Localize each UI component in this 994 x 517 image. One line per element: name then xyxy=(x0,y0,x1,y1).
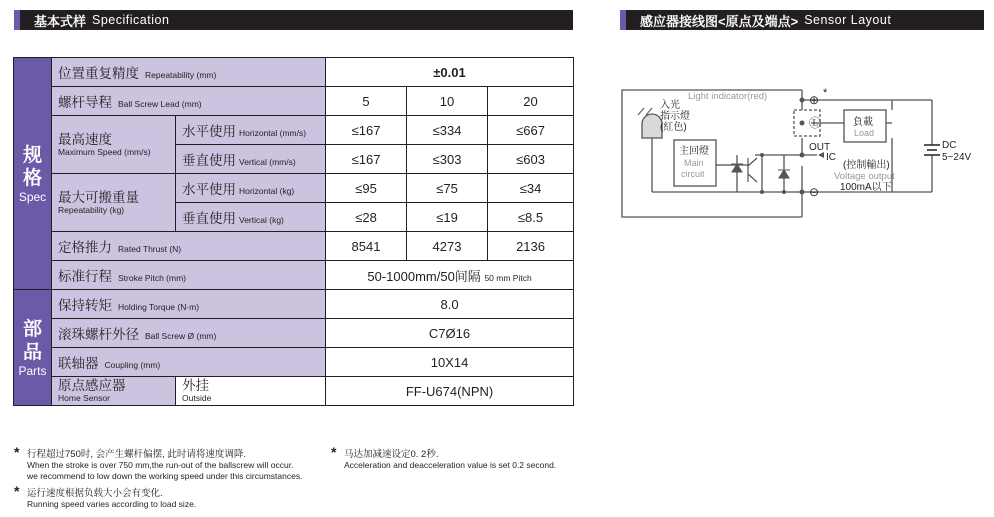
note-star-icon: * xyxy=(331,444,337,460)
label-coupling: 联轴器 Coupling (mm) xyxy=(52,348,326,377)
value-load-v-2: ≤19 xyxy=(407,203,488,232)
label-load-vertical: 垂直使用 Vertical (kg) xyxy=(176,203,326,232)
value-thrust-1: 8541 xyxy=(326,232,407,261)
light-indicator-label: Light indicator(red) xyxy=(688,91,768,102)
row-home-sensor xyxy=(14,377,574,406)
row-screw xyxy=(14,319,574,348)
note-acceleration: * 马达加减速设定0. 2秒. Acceleration and deacceleration value is set 0.2 second. xyxy=(331,444,557,470)
row-repeatability xyxy=(14,58,574,87)
note-running-speed: * 运行速度根据负载大小会有变化. Running speed varies according to load size. xyxy=(14,483,197,509)
value-torque: 8.0 xyxy=(326,290,574,319)
led-icon xyxy=(642,114,662,138)
label-home-sensor: 原点感应器 Home Sensor xyxy=(52,377,176,406)
row-speed-horizontal xyxy=(14,116,574,145)
value-speed-v-2: ≤303 xyxy=(407,145,488,174)
value-repeatability: ±0.01 xyxy=(326,58,574,87)
value-stroke: 50-1000mm/50间隔 50 mm Pitch xyxy=(326,261,574,290)
note-star-icon: * xyxy=(14,483,20,499)
value-thrust-2: 4273 xyxy=(407,232,488,261)
row-load-horizontal xyxy=(14,174,574,203)
label-stroke: 标准行程 Stroke Pitch (mm) xyxy=(52,261,326,290)
row-thrust xyxy=(14,232,574,261)
category-spec: 规 格 Spec xyxy=(14,58,52,290)
row-torque xyxy=(14,290,574,319)
main-circuit-en-1: Main xyxy=(684,158,704,168)
value-speed-v-3: ≤603 xyxy=(488,145,574,174)
value-load-h-3: ≤34 xyxy=(488,174,574,203)
layout-header-zh: 感应器接线图<原点及端点> xyxy=(640,13,799,29)
layout-header-en: Sensor Layout xyxy=(804,13,892,27)
value-thrust-3: 2136 xyxy=(488,232,574,261)
star-mark: * xyxy=(823,87,828,99)
label-lead: 螺杆导程 Ball Screw Lead (mm) xyxy=(52,87,326,116)
dc-label: DC xyxy=(942,140,957,151)
minus-terminal: ⊖ xyxy=(809,185,820,199)
value-speed-h-1: ≤167 xyxy=(326,116,407,145)
spec-header-en: Specification xyxy=(92,13,170,27)
value-load-h-2: ≤75 xyxy=(407,174,488,203)
main-circuit-en-2: circuit xyxy=(681,169,705,179)
ic-zh: (控制輸出) xyxy=(843,160,890,171)
value-lead-1: 5 xyxy=(326,87,407,116)
row-coupling xyxy=(14,348,574,377)
header-accent xyxy=(620,10,626,30)
value-lead-2: 10 xyxy=(407,87,488,116)
value-home-sensor: FF-U674(NPN) xyxy=(326,377,574,406)
light-zh-3: (紅色) xyxy=(660,122,687,133)
ic-label: IC xyxy=(826,152,836,163)
sensor-wiring-diagram xyxy=(612,80,982,230)
value-speed-h-3: ≤667 xyxy=(488,116,574,145)
value-speed-h-2: ≤334 xyxy=(407,116,488,145)
label-max-load: 最大可搬重量 Repeatability (kg) xyxy=(52,174,176,232)
value-coupling: 10X14 xyxy=(326,348,574,377)
label-speed-vertical: 垂直使用 Vertical (mm/s) xyxy=(176,145,326,174)
value-load-h-1: ≤95 xyxy=(326,174,407,203)
value-lead-3: 20 xyxy=(488,87,574,116)
light-zh-2: 指示燈 xyxy=(660,111,690,122)
value-load-v-1: ≤28 xyxy=(326,203,407,232)
label-torque: 保持转矩 Holding Torque (N·m) xyxy=(52,290,326,319)
light-zh-1: 入光 xyxy=(660,100,680,111)
value-speed-v-1: ≤167 xyxy=(326,145,407,174)
current-limit: 100mA以下 xyxy=(840,182,892,193)
voltage-output: Voltage output xyxy=(834,171,895,182)
load-en: Load xyxy=(854,128,875,138)
zener-diode-icon xyxy=(731,164,790,178)
layout-header xyxy=(620,10,984,30)
label-home-sensor-mount: 外挂 Outside xyxy=(176,377,326,406)
category-parts: 部 品 Parts xyxy=(14,290,52,406)
main-circuit-zh: 主回燈 xyxy=(679,146,709,157)
load-zh: 負載 xyxy=(853,117,873,128)
dc-range: 5~24V xyxy=(942,152,972,163)
label-thrust: 定格推力 Rated Thrust (N) xyxy=(52,232,326,261)
label-load-horizontal: 水平使用 Horizontal (kg) xyxy=(176,174,326,203)
l-terminal: Ⓛ xyxy=(809,116,822,130)
row-lead xyxy=(14,87,574,116)
note-star-icon: * xyxy=(14,444,20,460)
battery-icon xyxy=(924,145,940,155)
spec-header-zh: 基本式样 xyxy=(34,13,87,29)
plus-terminal: ⊕ xyxy=(809,93,820,107)
value-load-v-3: ≤8.5 xyxy=(488,203,574,232)
value-screw: C7Ø16 xyxy=(326,319,574,348)
label-screw: 滚珠螺杆外径 Ball Screw Ø (mm) xyxy=(52,319,326,348)
out-terminal: OUT xyxy=(809,142,831,153)
note-stroke: * 行程超过750时, 会产生螺杆偏摆, 此时请将速度调降. When the stroke is over 750 mm,the run-out of the ballscrew will occur. we recommend to low down the working speed under this circumstances. xyxy=(14,444,303,481)
junction-dots xyxy=(760,98,805,195)
spec-table xyxy=(13,57,574,406)
row-stroke xyxy=(14,261,574,290)
spec-header xyxy=(14,10,573,30)
label-speed-horizontal: 水平使用 Horizontal (mm/s) xyxy=(176,116,326,145)
label-max-speed: 最高速度 Maximum Speed (mm/s) xyxy=(52,116,176,174)
label-repeatability: 位置重复精度 Repeatability (mm) xyxy=(52,58,326,87)
header-accent xyxy=(14,10,20,30)
